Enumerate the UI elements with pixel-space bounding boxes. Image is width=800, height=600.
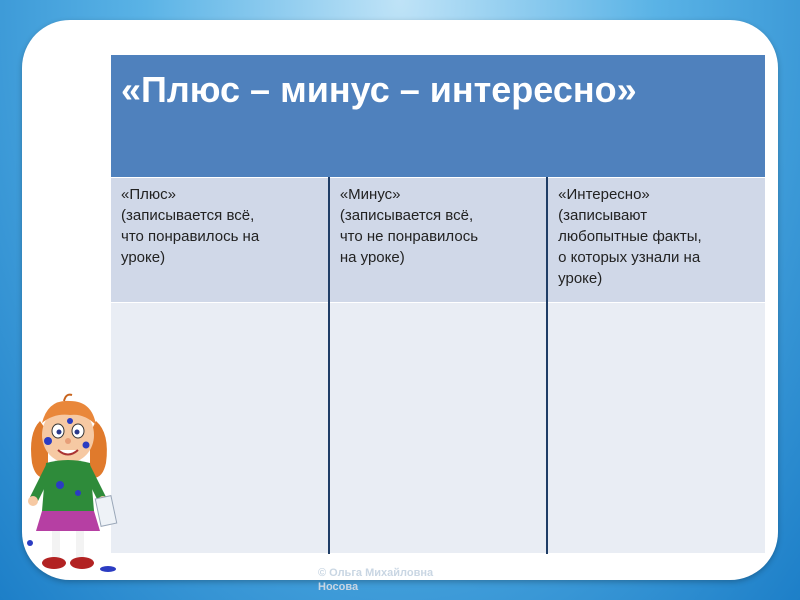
slide-title: «Плюс – минус – интересно» <box>121 69 637 110</box>
pmi-table <box>110 54 766 554</box>
copyright-credit: © Ольга Михайловна Носова <box>318 567 434 594</box>
empty-row <box>111 303 766 554</box>
interesting-body-cell[interactable] <box>547 303 765 554</box>
plus-column-text: «Плюс» (записывается всё, что понравилось на уроке) <box>121 186 260 266</box>
interesting-column-head <box>547 178 765 303</box>
plus-column-head <box>111 178 329 303</box>
title-cell <box>111 55 766 178</box>
minus-column-text: «Минус» (записывается всё, что не понравилось на уроке) <box>339 186 479 266</box>
minus-column-head <box>329 178 547 303</box>
minus-body-cell[interactable] <box>329 303 547 554</box>
column-head-row <box>111 178 766 303</box>
interesting-column-text: «Интересно» (записывают любопытные факты, о которых узнали на уроке) <box>558 186 702 287</box>
plus-body-cell[interactable] <box>111 303 329 554</box>
girl-with-ink-stains-illustration <box>18 393 118 583</box>
title-row <box>111 55 766 178</box>
